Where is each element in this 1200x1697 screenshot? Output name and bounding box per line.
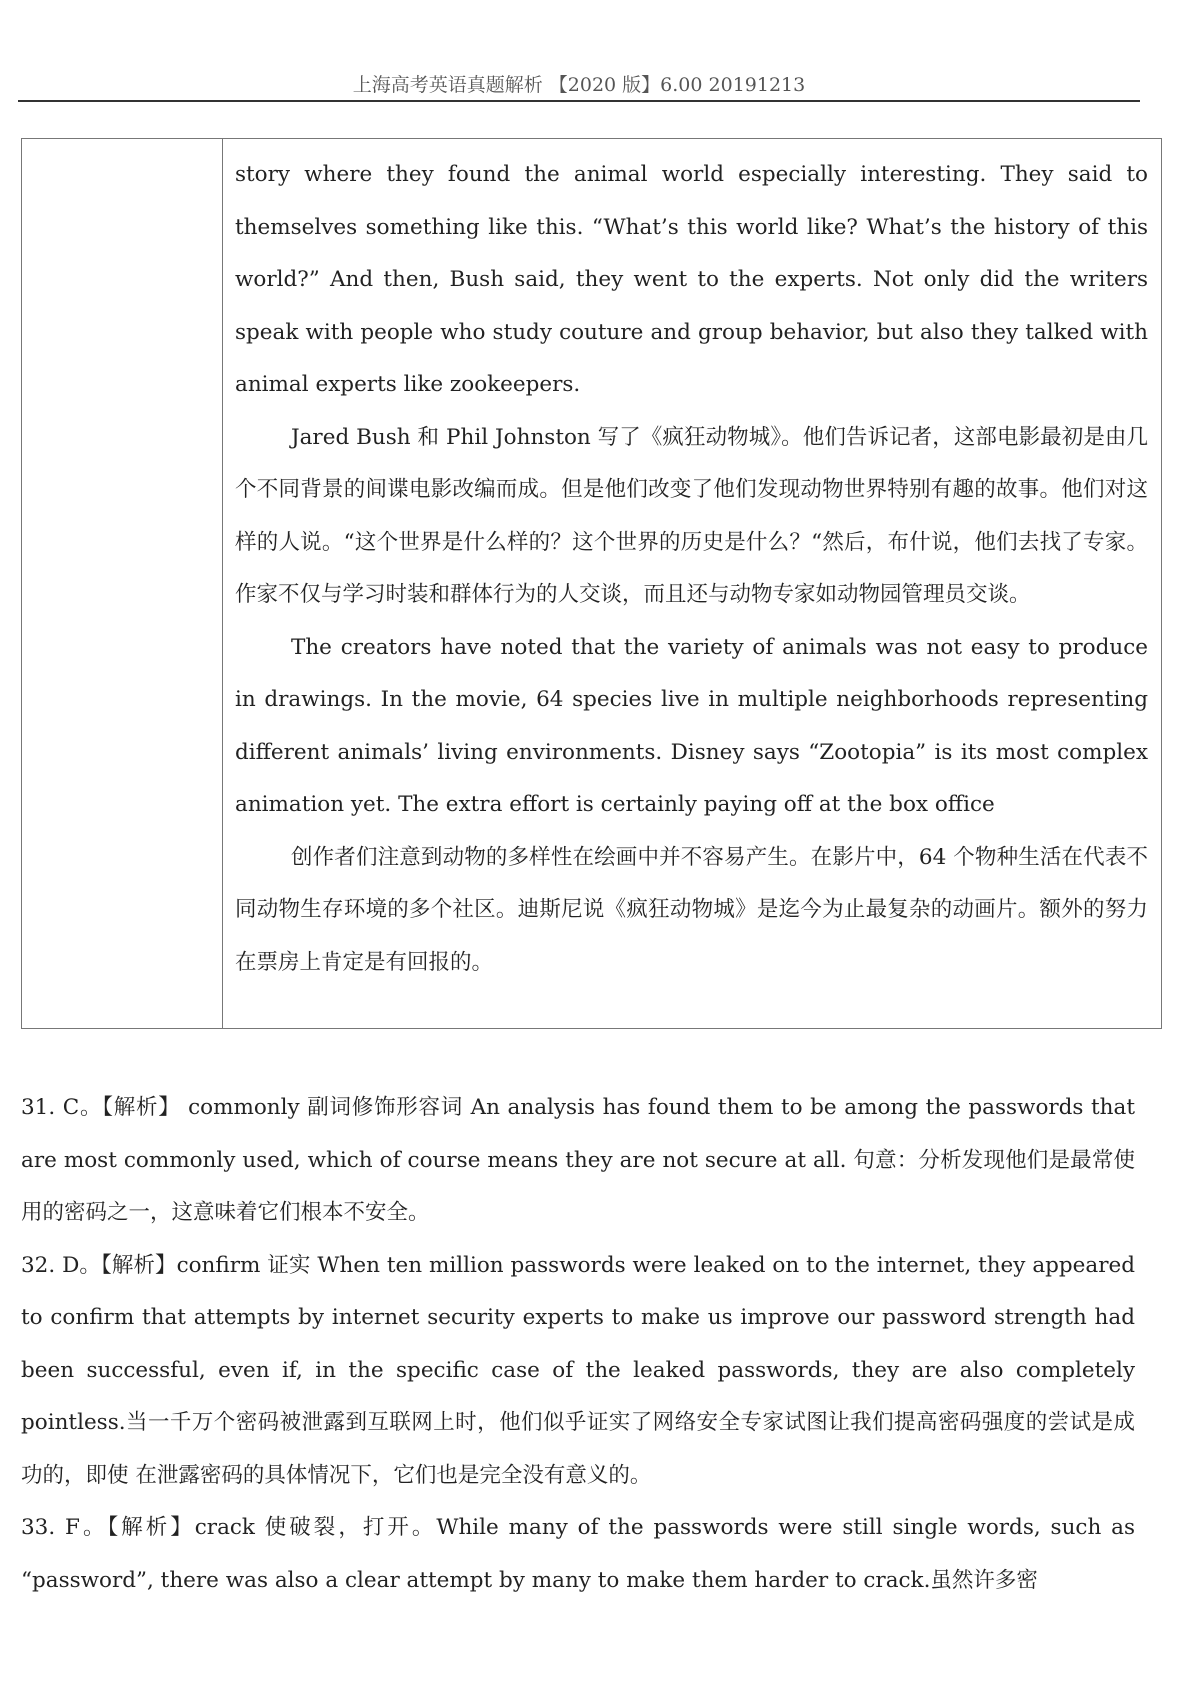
table-left-cell: [22, 139, 223, 1028]
english-paragraph-2: The creators have noted that the variety of animals was not easy to produce in drawings. In the movie, 64 species live in multiple neighborhoods representing different animals’ living environments. Disney says “Zootopia” is its most complex animation yet. The extra effort is certainly paying off at the box office: [235, 634, 1148, 817]
answer-explanations: [21, 1082, 1135, 1607]
chinese-paragraph-2: 创作者们注意到动物的多样性在绘画中并不容易产生。在影片中，64 个物种生活在代表不同动物生存环境的多个社区。迪斯尼说《疯狂动物城》是迄今为止最复杂的动画片。额外的努力在票房上肯定是有回报的。: [235, 844, 1148, 975]
answer-32: 32. D。【解析】confirm 证实 When ten million passwords were leaked on to the internet, they appeared to confirm that attempts by internet security experts to make us improve our password strength had been successful, even if, in the specific case of the leaked passwords, they are also completely pointless.当一千万个密码被泄露到互联网上时，他们似乎证实了网络安全专家试图让我们提高密码强度的尝试是成功的，即使 在泄露密码的具体情况下，它们也是完全没有意义的。: [21, 1252, 1135, 1488]
table-right-cell: [235, 149, 1148, 989]
translation-table: [21, 138, 1162, 1029]
answer-33: 33. F。【解析】crack 使破裂，打开。While many of the passwords were still single words, such as “password”, there was also a clear attempt by many to make them harder to crack.虽然许多密: [21, 1515, 1135, 1593]
answer-31: 31. C。【解析】 commonly 副词修饰形容词 An analysis has found them to be among the passwords that are most commonly used, which of course means they are not secure at all. 句意：分析发现他们是最常使用的密码之一，这意味着它们根本不安全。: [21, 1095, 1135, 1225]
page-header: 上海高考英语真题解析 【2020 版】6.00 20191213: [352, 74, 806, 96]
english-paragraph-1: story where they found the animal world especially interesting. They said to themselves something like this. “What’s this world like? What’s the history of this world?” And then, Bush said, they went to the experts. Not only did the writers speak with people who study couture and group behavior, but also they talked with animal experts like zookeepers.: [235, 162, 1148, 397]
header-divider: [18, 100, 1140, 102]
chinese-paragraph-1: Jared Bush 和 Phil Johnston 写了《疯狂动物城》。他们告诉记者，这部电影最初是由几个不同背景的间谍电影改编而成。但是他们改变了他们发现动物世界特别有趣的故事。他们对这样的人说。“这个世界是什么样的？这个世界的历史是什么？“然后，布什说，他们去找了专家。作家不仅与学习时装和群体行为的人交谈，而且还与动物专家如动物园管理员交谈。: [235, 424, 1148, 607]
